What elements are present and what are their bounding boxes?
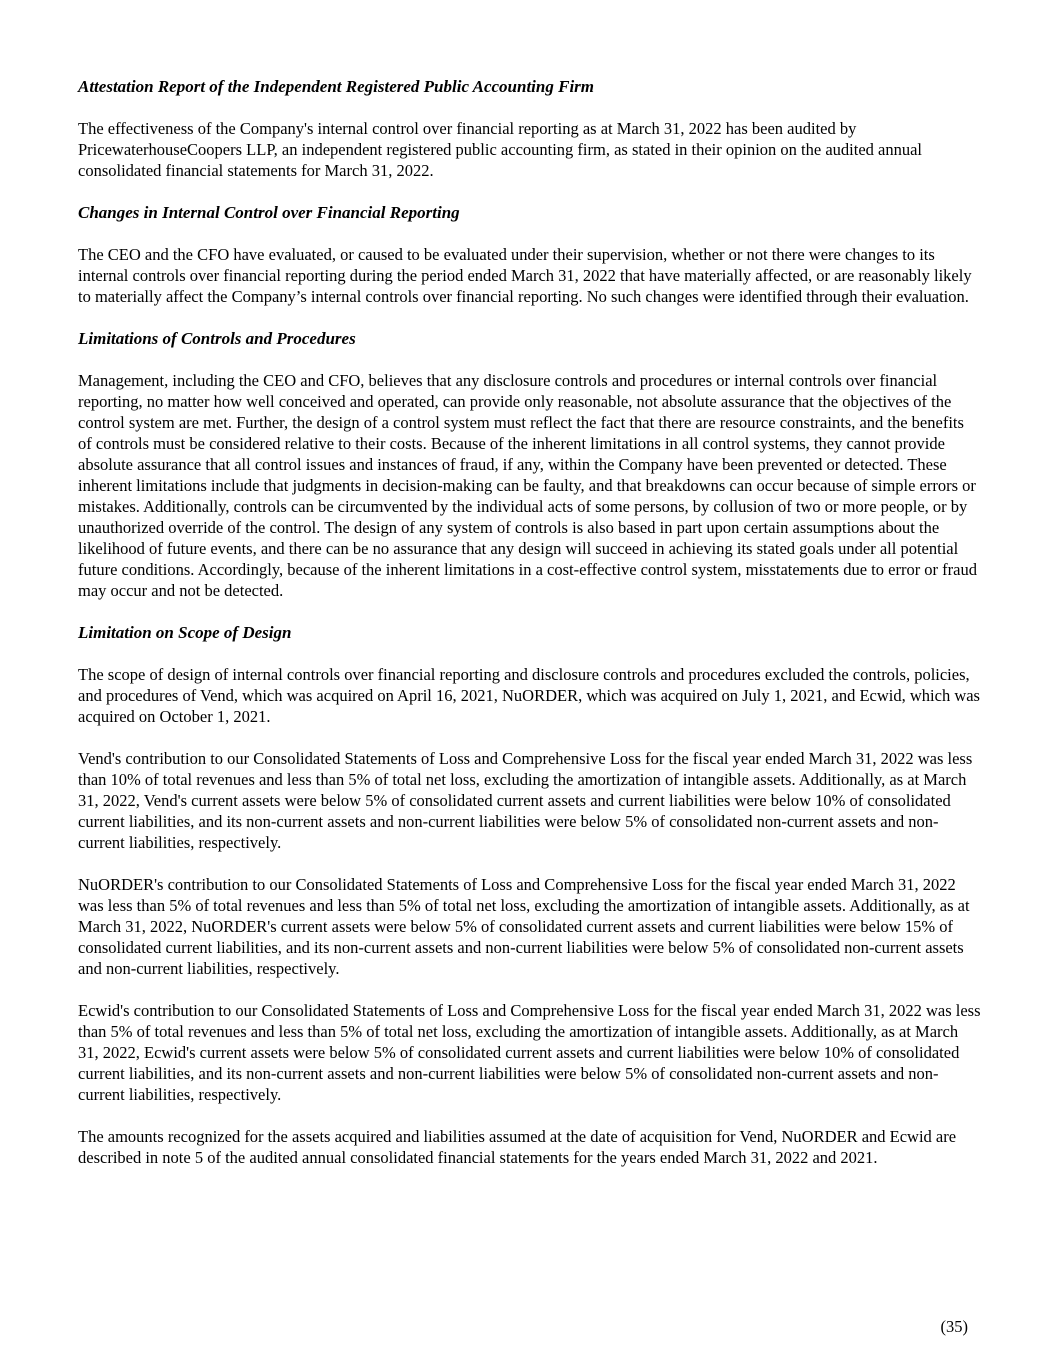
section-heading: Limitations of Controls and Procedures <box>78 329 356 348</box>
body-paragraph: Management, including the CEO and CFO, believes that any disclosure controls and procedures or internal controls over financial reporting, no matter how well conceived and operated, can provide only reasonable, not absolute assurance that the objectives of the control system are met. Further, the design of a control system must reflect the fact that there are resource constraints, and the benefits of controls must be considered relative to their costs. Because of the inherent limitations in all control systems, they cannot provide absolute assurance that all control issues and instances of fraud, if any, within the Company have been prevented or detected. These inherent limitations include that judgments in decision-making can be faulty, and that breakdowns can occur because of simple errors or mistakes. Additionally, controls can be circumvented by the individual acts of some persons, by collusion of two or more people, or by unauthorized override of the control. The design of any system of controls is also based in part upon certain assumptions about the likelihood of future events, and there can be no assurance that any design will succeed in achieving its stated goals under all potential future conditions. Accordingly, because of the inherent limitations in a cost-effective control system, misstatements due to error or fraud may occur and not be detected. <box>78 371 977 600</box>
section-heading: Changes in Internal Control over Financial Reporting <box>78 203 460 222</box>
body-paragraph: The effectiveness of the Company's internal control over financial reporting as at March 31, 2022 has been audited by PricewaterhouseCoopers LLP, an independent registered public accounting firm, as stated in their opinion on the audited annual consolidated financial statements for March 31, 2022. <box>78 119 923 180</box>
section-heading: Limitation on Scope of Design <box>78 623 292 642</box>
body-paragraph: The CEO and the CFO have evaluated, or caused to be evaluated under their supervision, whether or not there were changes to its internal controls over financial reporting during the period ended March 31, 2022 that have materially affected, or are reasonably likely to materially affect the Company’s internal controls over financial reporting. No such changes were identified through their evaluation. <box>78 245 972 306</box>
document-content <box>78 76 981 1189</box>
body-paragraph: Ecwid's contribution to our Consolidated Statements of Loss and Comprehensive Loss for the fiscal year ended March 31, 2022 was less than 5% of total revenues and less than 5% of total net loss, excluding the amortization of intangible assets. Additionally, as at March 31, 2022, Ecwid's current assets were below 5% of consolidated current assets and current liabilities were below 10% of consolidated current liabilities, and its non-current assets and non-current liabilities were below 5% of consolidated non-current assets and non-current liabilities, respectively. <box>78 1001 981 1104</box>
body-paragraph: The amounts recognized for the assets acquired and liabilities assumed at the date of acquisition for Vend, NuORDER and Ecwid are described in note 5 of the audited annual consolidated financial statements for the years ended March 31, 2022 and 2021. <box>78 1127 957 1167</box>
body-paragraph: The scope of design of internal controls over financial reporting and disclosure controls and procedures excluded the controls, policies, and procedures of Vend, which was acquired on April 16, 2021, NuORDER, which was acquired on July 1, 2021, and Ecwid, which was acquired on October 1, 2021. <box>78 665 980 726</box>
section-heading: Attestation Report of the Independent Registered Public Accounting Firm <box>78 77 595 96</box>
body-paragraph: Vend's contribution to our Consolidated Statements of Loss and Comprehensive Loss for the fiscal year ended March 31, 2022 was less than 10% of total revenues and less than 5% of total net loss, excluding the amortization of intangible assets. Additionally, as at March 31, 2022, Vend's current assets were below 5% of consolidated current assets and current liabilities were below 10% of consolidated current liabilities, and its non-current assets and non-current liabilities were below 5% of consolidated non-current assets and non-current liabilities, respectively. <box>78 749 973 852</box>
body-paragraph: NuORDER's contribution to our Consolidated Statements of Loss and Comprehensive Loss for the fiscal year ended March 31, 2022 was less than 5% of total revenues and less than 5% of total net loss, excluding the amortization of intangible assets. Additionally, as at March 31, 2022, NuORDER's current assets were below 5% of consolidated current assets and current liabilities were below 15% of consolidated current liabilities, and its non-current assets and non-current liabilities were below 5% of consolidated non-current assets and non-current liabilities, respectively. <box>78 875 970 978</box>
page-number: (35) <box>940 1317 968 1336</box>
